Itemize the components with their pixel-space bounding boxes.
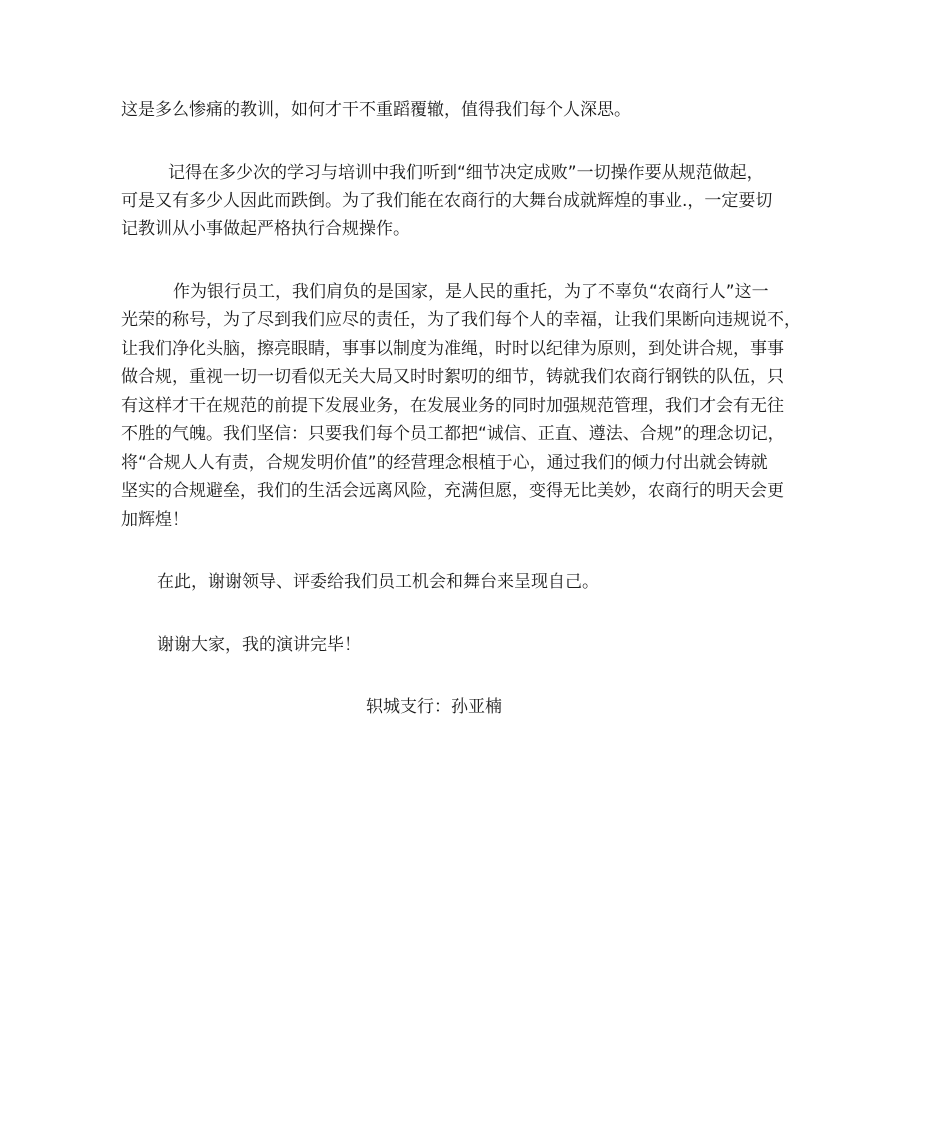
paragraph-line: 让我们净化头脑，擦亮眼睛，事事以制度为准绳，时时以纪律为原则，到处讲合规，事事 — [121, 339, 784, 359]
paragraph-line: 坚实的合规避垒，我们的生活会远离风险，充满但愿，变得无比美妙，农商行的明天会更 — [121, 481, 784, 501]
paragraph-line: 记教训从小事做起严格执行合规操作。 — [121, 219, 410, 239]
paragraph-line: 不胜的气魄。我们坚信：只要我们每个员工都把“诚信、正直、遵法、合规”的理念切记， — [121, 424, 785, 444]
paragraph-line: 可是又有多少人因此而跌倒。为了我们能在农商行的大舞台成就辉煌的事业.，一定要切 — [121, 191, 773, 211]
paragraph-line: 加辉煌！ — [121, 510, 189, 530]
paragraph-line: 这是多么惨痛的教训，如何才干不重蹈覆辙，值得我们每个人深思。 — [121, 100, 631, 120]
paragraph-line: 将“合规人人有责，合规发明价值”的经营理念根植于心，通过我们的倾力付出就会铸就 — [121, 453, 768, 473]
paragraph-line: 有这样才干在规范的前提下发展业务，在发展业务的同时加强规范管理，我们才会有无往 — [121, 396, 784, 416]
signature: 轵城支行：孙亚楠 — [366, 697, 502, 717]
paragraph-line: 做合规，重视一切一切看似无关大局又时时絮叨的细节，铸就我们农商行钢铁的队伍，只 — [121, 367, 784, 387]
paragraph-line: 光荣的称号，为了尽到我们应尽的责任，为了我们每个人的幸福，让我们果断向违规说不， — [121, 310, 801, 330]
paragraph-line: 记得在多少次的学习与培训中我们听到“细节决定成败”一切操作要从规范做起， — [168, 163, 764, 183]
paragraph-line: 谢谢大家，我的演讲完毕！ — [157, 635, 361, 655]
paragraph-line: 作为银行员工，我们肩负的是国家，是人民的重托，为了不辜负“农商行人”这一 — [173, 282, 769, 302]
paragraph-line: 在此，谢谢领导、评委给我们员工机会和舞台来呈现自己。 — [157, 572, 599, 592]
